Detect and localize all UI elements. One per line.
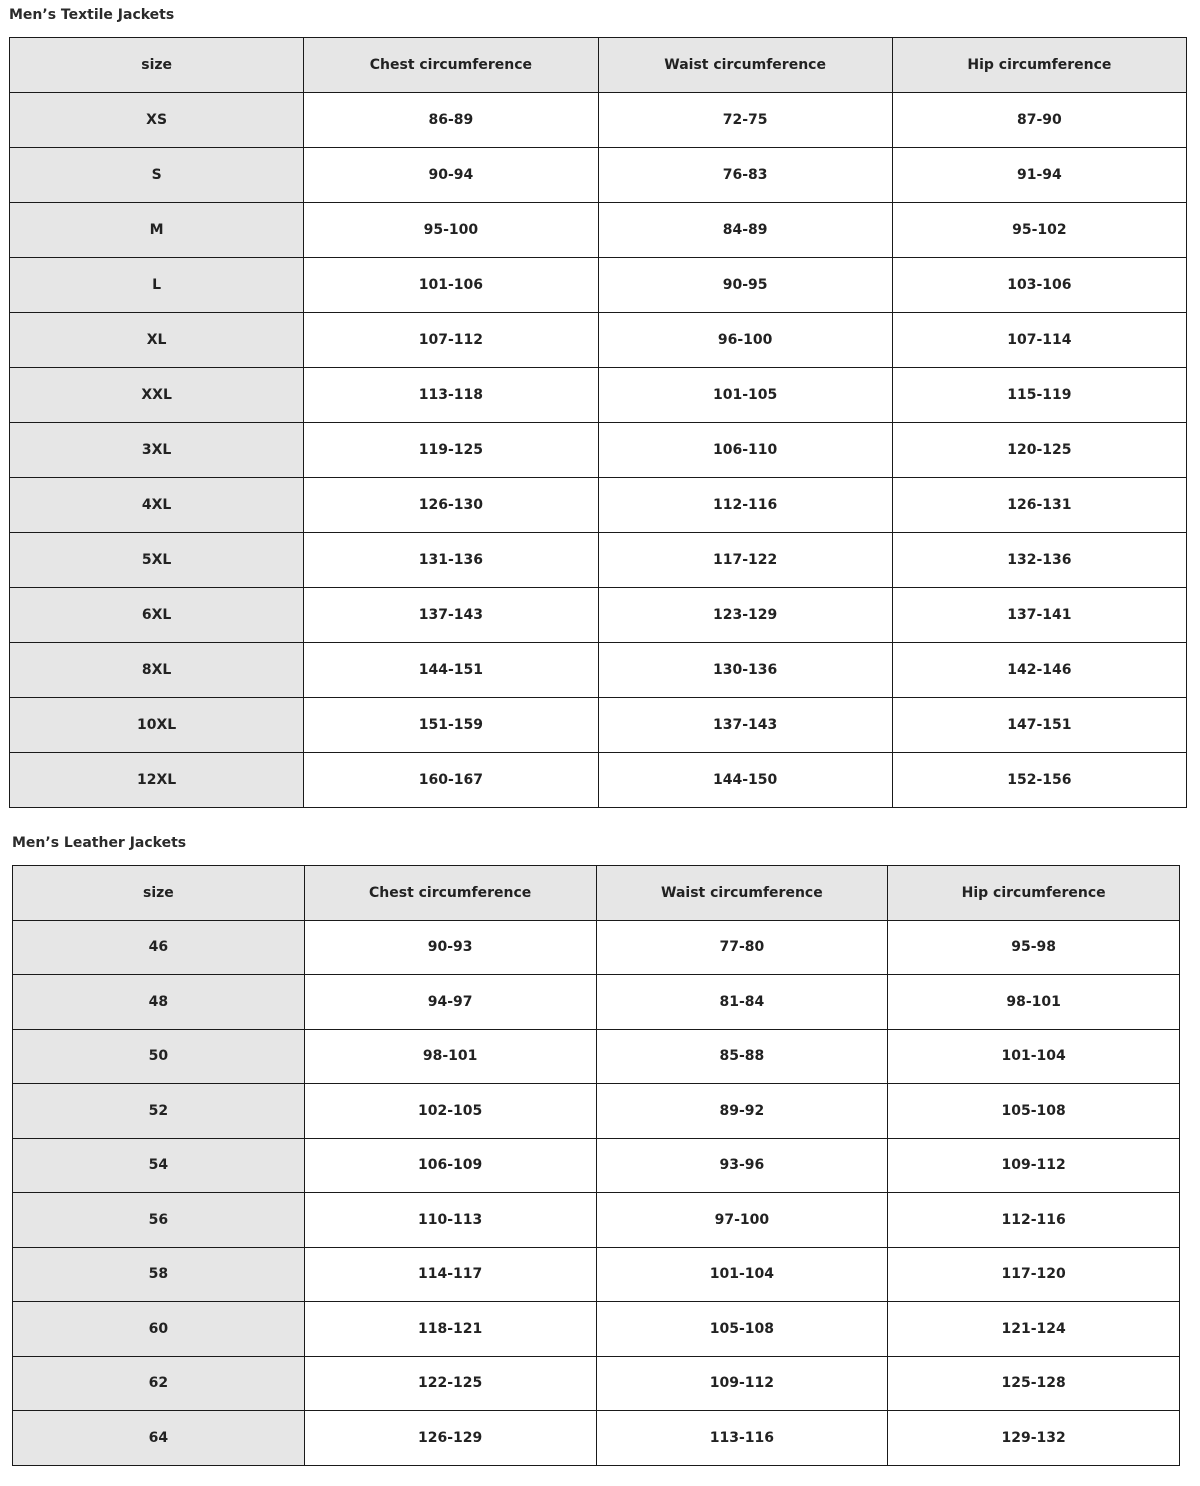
hip-cell: 112-116 bbox=[888, 1193, 1180, 1248]
hip-cell: 152-156 bbox=[892, 753, 1186, 808]
hip-cell: 125-128 bbox=[888, 1356, 1180, 1411]
waist-cell: 97-100 bbox=[596, 1193, 888, 1248]
chest-cell: 131-136 bbox=[304, 533, 598, 588]
waist-cell: 96-100 bbox=[598, 313, 892, 368]
waist-cell: 123-129 bbox=[598, 588, 892, 643]
column-header-hip: Hip circumference bbox=[892, 38, 1186, 93]
waist-cell: 137-143 bbox=[598, 698, 892, 753]
chest-cell: 94-97 bbox=[304, 975, 596, 1030]
section-title: Men’s Textile Jackets bbox=[9, 7, 175, 23]
size-cell: 56 bbox=[13, 1193, 305, 1248]
textile-jackets-section bbox=[9, 0, 1187, 808]
size-cell: 8XL bbox=[10, 643, 304, 698]
table-body bbox=[13, 920, 1180, 1465]
waist-cell: 101-104 bbox=[596, 1247, 888, 1302]
table-row bbox=[10, 588, 1187, 643]
waist-cell: 117-122 bbox=[598, 533, 892, 588]
hip-cell: 105-108 bbox=[888, 1084, 1180, 1139]
chest-cell: 126-130 bbox=[304, 478, 598, 533]
column-header-hip: Hip circumference bbox=[888, 866, 1180, 921]
size-cell: 4XL bbox=[10, 478, 304, 533]
chest-cell: 90-94 bbox=[304, 148, 598, 203]
chest-cell: 160-167 bbox=[304, 753, 598, 808]
size-cell: XXL bbox=[10, 368, 304, 423]
table-row bbox=[13, 1356, 1180, 1411]
size-cell: XL bbox=[10, 313, 304, 368]
size-cell: 10XL bbox=[10, 698, 304, 753]
waist-cell: 84-89 bbox=[598, 203, 892, 258]
table-row bbox=[13, 975, 1180, 1030]
chest-cell: 95-100 bbox=[304, 203, 598, 258]
hip-cell: 95-102 bbox=[892, 203, 1186, 258]
waist-cell: 89-92 bbox=[596, 1084, 888, 1139]
table-row bbox=[10, 698, 1187, 753]
column-header-size: size bbox=[13, 866, 305, 921]
chest-cell: 102-105 bbox=[304, 1084, 596, 1139]
waist-cell: 101-105 bbox=[598, 368, 892, 423]
table-row bbox=[10, 258, 1187, 313]
table-row bbox=[13, 1029, 1180, 1084]
waist-cell: 113-116 bbox=[596, 1411, 888, 1466]
chest-cell: 151-159 bbox=[304, 698, 598, 753]
table-body bbox=[10, 93, 1187, 808]
hip-cell: 91-94 bbox=[892, 148, 1186, 203]
waist-cell: 77-80 bbox=[596, 920, 888, 975]
waist-cell: 144-150 bbox=[598, 753, 892, 808]
chest-cell: 137-143 bbox=[304, 588, 598, 643]
column-header-waist: Waist circumference bbox=[596, 866, 888, 921]
size-cell: 12XL bbox=[10, 753, 304, 808]
hip-cell: 142-146 bbox=[892, 643, 1186, 698]
table-row bbox=[10, 423, 1187, 478]
size-cell: 6XL bbox=[10, 588, 304, 643]
chest-cell: 119-125 bbox=[304, 423, 598, 478]
hip-cell: 115-119 bbox=[892, 368, 1186, 423]
chest-cell: 107-112 bbox=[304, 313, 598, 368]
leather-size-table bbox=[12, 865, 1180, 1466]
column-header-chest: Chest circumference bbox=[304, 866, 596, 921]
chest-cell: 86-89 bbox=[304, 93, 598, 148]
waist-cell: 112-116 bbox=[598, 478, 892, 533]
size-cell: 48 bbox=[13, 975, 305, 1030]
size-cell: S bbox=[10, 148, 304, 203]
chest-cell: 90-93 bbox=[304, 920, 596, 975]
waist-cell: 130-136 bbox=[598, 643, 892, 698]
hip-cell: 120-125 bbox=[892, 423, 1186, 478]
table-row bbox=[13, 1302, 1180, 1357]
header-row bbox=[13, 866, 1180, 921]
table-row bbox=[13, 1411, 1180, 1466]
column-header-chest: Chest circumference bbox=[304, 38, 598, 93]
chest-cell: 114-117 bbox=[304, 1247, 596, 1302]
chest-cell: 122-125 bbox=[304, 1356, 596, 1411]
table-row bbox=[13, 1193, 1180, 1248]
waist-cell: 90-95 bbox=[598, 258, 892, 313]
hip-cell: 109-112 bbox=[888, 1138, 1180, 1193]
hip-cell: 137-141 bbox=[892, 588, 1186, 643]
size-cell: XS bbox=[10, 93, 304, 148]
waist-cell: 106-110 bbox=[598, 423, 892, 478]
table-row bbox=[13, 1247, 1180, 1302]
waist-cell: 72-75 bbox=[598, 93, 892, 148]
table-row bbox=[10, 93, 1187, 148]
size-cell: 60 bbox=[13, 1302, 305, 1357]
waist-cell: 109-112 bbox=[596, 1356, 888, 1411]
hip-cell: 126-131 bbox=[892, 478, 1186, 533]
hip-cell: 107-114 bbox=[892, 313, 1186, 368]
size-cell: 3XL bbox=[10, 423, 304, 478]
textile-size-table bbox=[9, 37, 1187, 808]
hip-cell: 117-120 bbox=[888, 1247, 1180, 1302]
table-row bbox=[10, 753, 1187, 808]
leather-jackets-section bbox=[12, 828, 1180, 1466]
hip-cell: 101-104 bbox=[888, 1029, 1180, 1084]
hip-cell: 103-106 bbox=[892, 258, 1186, 313]
size-cell: 58 bbox=[13, 1247, 305, 1302]
hip-cell: 121-124 bbox=[888, 1302, 1180, 1357]
hip-cell: 87-90 bbox=[892, 93, 1186, 148]
hip-cell: 147-151 bbox=[892, 698, 1186, 753]
size-cell: L bbox=[10, 258, 304, 313]
section-title: Men’s Leather Jackets bbox=[12, 835, 187, 851]
size-cell: 54 bbox=[13, 1138, 305, 1193]
chest-cell: 106-109 bbox=[304, 1138, 596, 1193]
size-cell: 50 bbox=[13, 1029, 305, 1084]
column-header-size: size bbox=[10, 38, 304, 93]
size-cell: 46 bbox=[13, 920, 305, 975]
size-cell: 52 bbox=[13, 1084, 305, 1139]
size-cell: M bbox=[10, 203, 304, 258]
chest-cell: 118-121 bbox=[304, 1302, 596, 1357]
hip-cell: 95-98 bbox=[888, 920, 1180, 975]
hip-cell: 129-132 bbox=[888, 1411, 1180, 1466]
chest-cell: 126-129 bbox=[304, 1411, 596, 1466]
hip-cell: 98-101 bbox=[888, 975, 1180, 1030]
table-row bbox=[10, 533, 1187, 588]
table-row bbox=[10, 643, 1187, 698]
waist-cell: 81-84 bbox=[596, 975, 888, 1030]
table-row bbox=[13, 1138, 1180, 1193]
size-cell: 62 bbox=[13, 1356, 305, 1411]
header-row bbox=[10, 38, 1187, 93]
chest-cell: 101-106 bbox=[304, 258, 598, 313]
table-row bbox=[10, 478, 1187, 533]
waist-cell: 76-83 bbox=[598, 148, 892, 203]
hip-cell: 132-136 bbox=[892, 533, 1186, 588]
table-row bbox=[10, 368, 1187, 423]
waist-cell: 85-88 bbox=[596, 1029, 888, 1084]
chest-cell: 113-118 bbox=[304, 368, 598, 423]
chest-cell: 144-151 bbox=[304, 643, 598, 698]
waist-cell: 93-96 bbox=[596, 1138, 888, 1193]
table-row bbox=[10, 203, 1187, 258]
waist-cell: 105-108 bbox=[596, 1302, 888, 1357]
chest-cell: 98-101 bbox=[304, 1029, 596, 1084]
size-cell: 5XL bbox=[10, 533, 304, 588]
table-row bbox=[13, 1084, 1180, 1139]
table-row bbox=[10, 148, 1187, 203]
chest-cell: 110-113 bbox=[304, 1193, 596, 1248]
table-row bbox=[13, 920, 1180, 975]
column-header-waist: Waist circumference bbox=[598, 38, 892, 93]
size-cell: 64 bbox=[13, 1411, 305, 1466]
table-row bbox=[10, 313, 1187, 368]
